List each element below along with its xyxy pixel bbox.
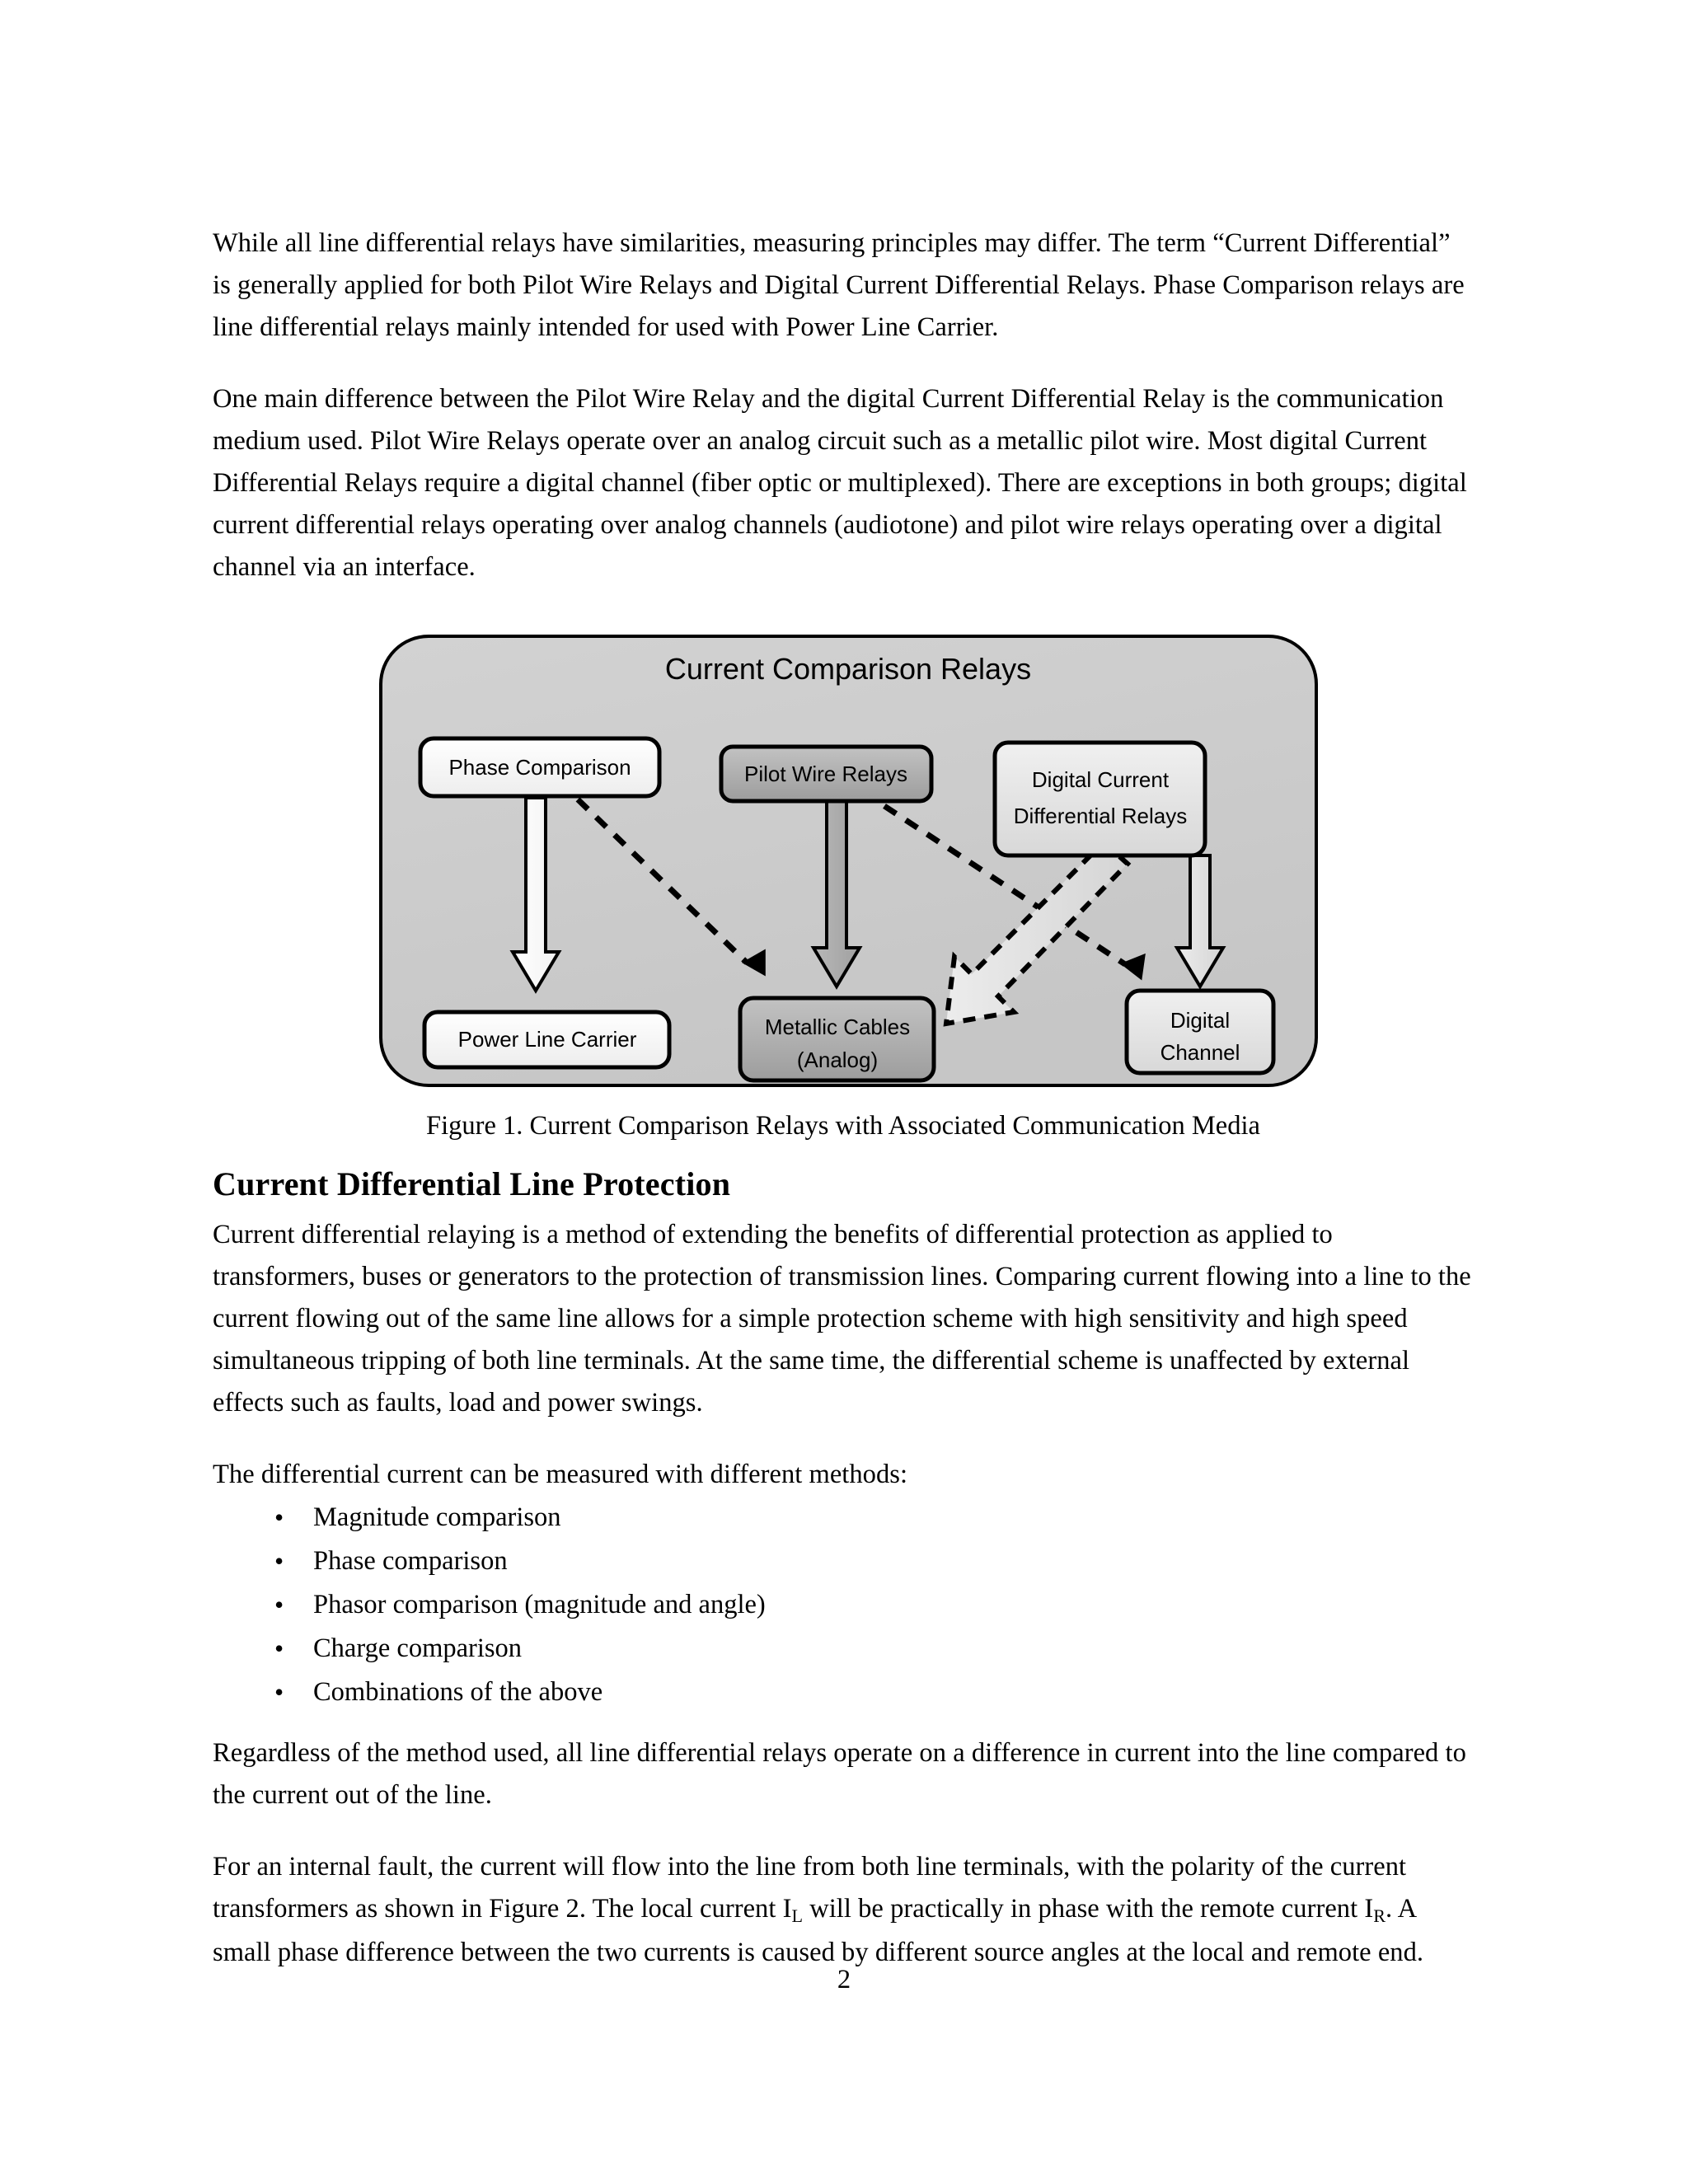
bullet-marker: • xyxy=(274,1633,284,1663)
list-item xyxy=(213,1627,1474,1671)
box-digital-channel-line1: Digital xyxy=(1170,1008,1231,1033)
bullet-marker: • xyxy=(274,1677,284,1707)
subscript-remote: R xyxy=(1373,1905,1386,1927)
box-power-line-carrier-label: Power Line Carrier xyxy=(457,1027,637,1052)
paragraph-1: While all line differential relays have similarities, measuring principles may differ. The term “Current Differential” is generally applied for both Pilot Wire Relays and Digital Current Differential Relays. Phase Comparison relays are line differential relays mainly intended for used with Power Line Carrier. xyxy=(213,228,1465,342)
section-heading: Current Differential Line Protection xyxy=(213,1165,731,1202)
final-paragraph xyxy=(213,1846,1474,1974)
box-power-line-carrier[interactable] xyxy=(424,1012,669,1067)
list-item-label: Phase comparison xyxy=(313,1546,508,1576)
list-item xyxy=(213,1496,1474,1540)
list-item-label: Magnitude comparison xyxy=(313,1502,561,1532)
subscript-local: L xyxy=(791,1905,804,1927)
current-comparison-relays-diagram xyxy=(213,618,1474,1100)
section-paragraph: Current differential relaying is a method of extending the benefits of differential protection as applied to transformers, buses or generators to the protection of transmission lines. Comparing current flowing into a line to the current flowing out of the same line allows for a simple protection scheme with high sensitivity and high speed simultaneous tripping of both line terminals. At the same time, the differential scheme is unaffected by external effects such as faults, load and power swings. xyxy=(213,1220,1471,1418)
list-item xyxy=(213,1671,1474,1714)
box-digital-current-differential-relays[interactable] xyxy=(995,743,1205,855)
bullet-marker: • xyxy=(274,1502,284,1532)
box-pilot-wire-relays[interactable] xyxy=(721,747,931,801)
final-paragraph-part3: . A small phase difference between the two currents is caused by different source angles at the local and remote end. xyxy=(213,1894,1424,1967)
page-content xyxy=(213,223,1474,2004)
box-digital-current-line1: Digital Current xyxy=(1031,767,1170,792)
box-metallic-cables-line1: Metallic Cables xyxy=(764,1015,911,1039)
box-phase-comparison-label: Phase Comparison xyxy=(448,755,631,780)
final-paragraph-part2: will be practically in phase with the remote current I xyxy=(803,1894,1374,1924)
box-phase-comparison[interactable] xyxy=(420,738,659,796)
diagram-title: Current Comparison Relays xyxy=(664,652,1032,686)
methods-list xyxy=(213,1496,1474,1714)
figure-1-caption: Figure 1. Current Comparison Relays with Associated Communication Media xyxy=(426,1111,1260,1141)
figure-1 xyxy=(213,618,1474,1100)
box-metallic-cables-line2: (Analog) xyxy=(796,1047,879,1072)
final-paragraph-part1: For an internal fault, the current will flow into the line from both line terminals, with the polarity of the current transformers as shown in Figure 2. The local current I xyxy=(213,1852,1407,1924)
box-digital-current-line2: Differential Relays xyxy=(1013,804,1188,828)
list-item-label: Phasor comparison (magnitude and angle) xyxy=(313,1590,766,1619)
box-pilot-wire-relays-label: Pilot Wire Relays xyxy=(744,762,907,786)
list-item-label: Combinations of the above xyxy=(313,1677,603,1707)
paragraph-after-list: Regardless of the method used, all line differential relays operate on a difference in current into the line compared to the current out of the line. xyxy=(213,1738,1466,1810)
bullet-marker: • xyxy=(274,1546,284,1576)
list-item xyxy=(213,1583,1474,1627)
bullet-marker: • xyxy=(274,1590,284,1619)
page-number: 2 xyxy=(837,1965,851,1994)
box-digital-channel-line2: Channel xyxy=(1160,1040,1240,1065)
list-intro: The differential current can be measured with different methods: xyxy=(213,1460,908,1489)
box-metallic-cables[interactable] xyxy=(740,998,934,1080)
list-item-label: Charge comparison xyxy=(313,1633,523,1663)
box-digital-channel[interactable] xyxy=(1127,991,1273,1073)
paragraph-2: One main difference between the Pilot Wire Relay and the digital Current Differential Relay is the communication medium used. Pilot Wire Relays operate over an analog circuit such as a metallic pilot wire. Most digital Current Differential Relays require a digital channel (fiber optic or multiplexed). There are exceptions in both groups; digital current differential relays operating over analog channels (audiotone) and pilot wire relays operating over a digital channel via an interface. xyxy=(213,384,1467,582)
list-item xyxy=(213,1540,1474,1583)
